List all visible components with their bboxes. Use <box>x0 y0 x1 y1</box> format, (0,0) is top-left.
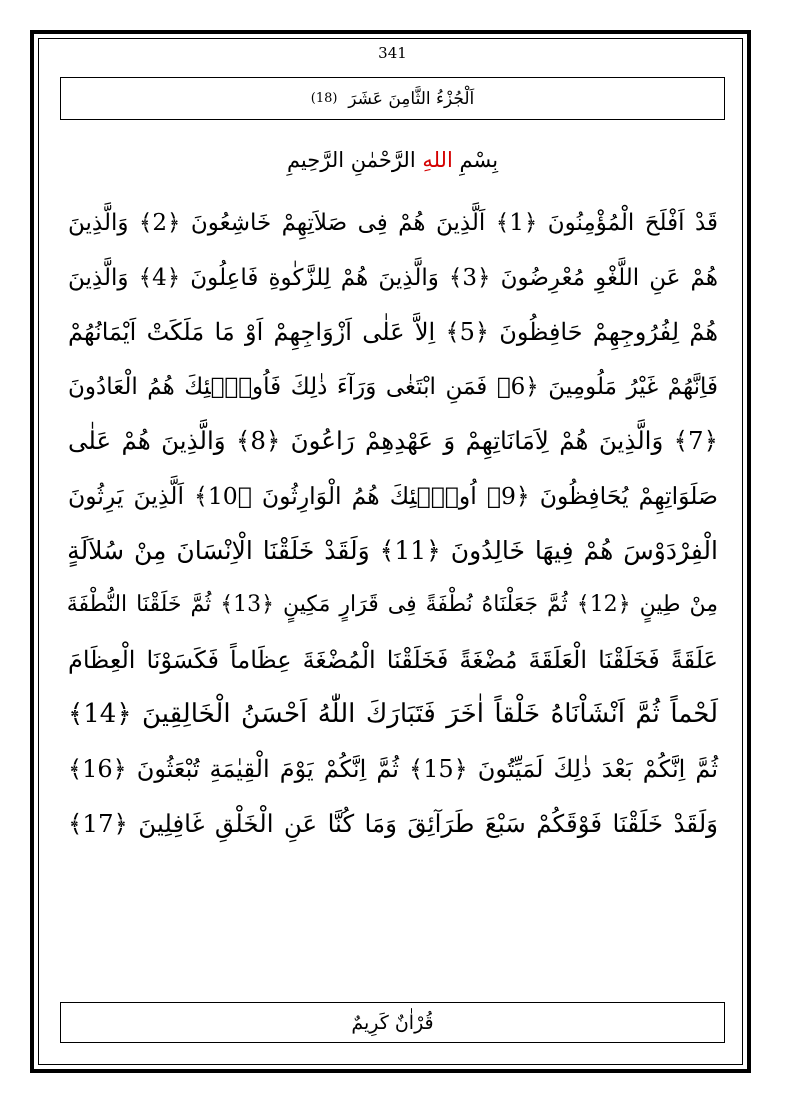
page-number: 341 <box>378 44 407 62</box>
verse-line-10: لَحْماً ثُمَّ اَنْشَاْنَاهُ خَلْقاً اٰخَرَ فَتَبَارَكَ اللّٰهُ اَحْسَنُ الْخَالِقِينَ ﴿14﴾ <box>68 699 718 730</box>
footer-box <box>60 1002 725 1043</box>
verses-block <box>68 196 718 851</box>
basmala <box>0 148 785 172</box>
verse-line-4: فَاِنَّهُمْ غَيْرُ مَلُومِينَ ﴿6﴾ فَمَنِ ابْتَغٰى وَرَآءَ ذٰلِكَ فَاُولٰۤئِكَ هُمُ الْعَادُونَ <box>68 373 718 400</box>
verse-line-3: هُمْ لِفُرُوجِهِمْ حَافِظُونَ ﴿5﴾ اِلاَّ عَلٰى اَزْوَاجِهِمْ اَوْ مَا مَلَكَتْ اَيْمَانُهُمْ <box>68 318 718 347</box>
basmala-bism: بِسْمِ <box>459 148 499 172</box>
verse-line-7: الْفِرْدَوْسَ هُمْ فِيهَا خَالِدُونَ ﴿11﴾ وَلَقَدْ خَلَقْنَا الْاِنْسَانَ مِنْ سُلاَلَةٍ <box>67 535 718 565</box>
juz-number: (18) <box>310 91 338 106</box>
basmala-rest: الرَّحْمٰنِ الرَّحِيمِ <box>286 148 416 172</box>
verse-line-12: وَلَقَدْ خَلَقْنَا فَوْقَكُمْ سَبْعَ طَرَآئِقَ وَمَا كُنَّا عَنِ الْخَلْقِ غَافِلِينَ ﴿17﴾ <box>68 808 718 838</box>
verse-line-5: ﴿7﴾ وَالَّذِينَ هُمْ لِاَمَانَاتِهِمْ وَ عَهْدِهِمْ رَاعُونَ ﴿8﴾ وَالَّذِينَ هُمْ عَلٰى <box>68 426 718 456</box>
verse-line-8: مِنْ طِينٍ ﴿12﴾ ثُمَّ جَعَلْنَاهُ نُطْفَةً فِى قَرَارٍ مَكِينٍ ﴿13﴾ ثُمَّ خَلَقْنَا النُّطْفَةَ <box>66 592 718 618</box>
footer-title: قُرْاٰنٌ كَرِيمٌ <box>351 1011 434 1034</box>
verse-line-9: عَلَقَةً فَخَلَقْنَا الْعَلَقَةَ مُضْغَةً فَخَلَقْنَا الْمُضْغَةَ عِظَاماً فَكَسَوْنَا الْعِظَامَ <box>68 645 718 674</box>
verse-line-11: ثُمَّ اِنَّكُمْ بَعْدَ ذٰلِكَ لَمَيِّتُونَ ﴿15﴾ ثُمَّ اِنَّكُمْ يَوْمَ الْقِيٰمَةِ تُبْعَثُونَ ﴿16﴾ <box>68 754 718 783</box>
juz-header-box <box>60 77 725 120</box>
basmala-allah: اللهِ <box>422 148 453 172</box>
verse-line-2: هُمْ عَنِ اللَّغْوِ مُعْرِضُونَ ﴿3﴾ وَالَّذِينَ هُمْ لِلزَّكٰوةِ فَاعِلُونَ ﴿4﴾ وَالَّذِينَ <box>68 264 718 291</box>
verse-line-6: صَلَوَاتِهِمْ يُحَافِظُونَ ﴿9﴾ اُولٰۤئِكَ هُمُ الْوَارِثُونَ ﴿10﴾ اَلَّذِينَ يَرِثُونَ <box>68 481 719 510</box>
verse-line-1: قَدْ اَفْلَحَ الْمُؤْمِنُونَ ﴿1﴾ اَلَّذِينَ هُمْ فِى صَلاَتِهِمْ خَاشِعُونَ ﴿2﴾ وَالَّذِينَ <box>68 210 719 236</box>
juz-title: اَلْجُزْءُ الثَّامِنَ عَشَرَ <box>348 88 475 109</box>
